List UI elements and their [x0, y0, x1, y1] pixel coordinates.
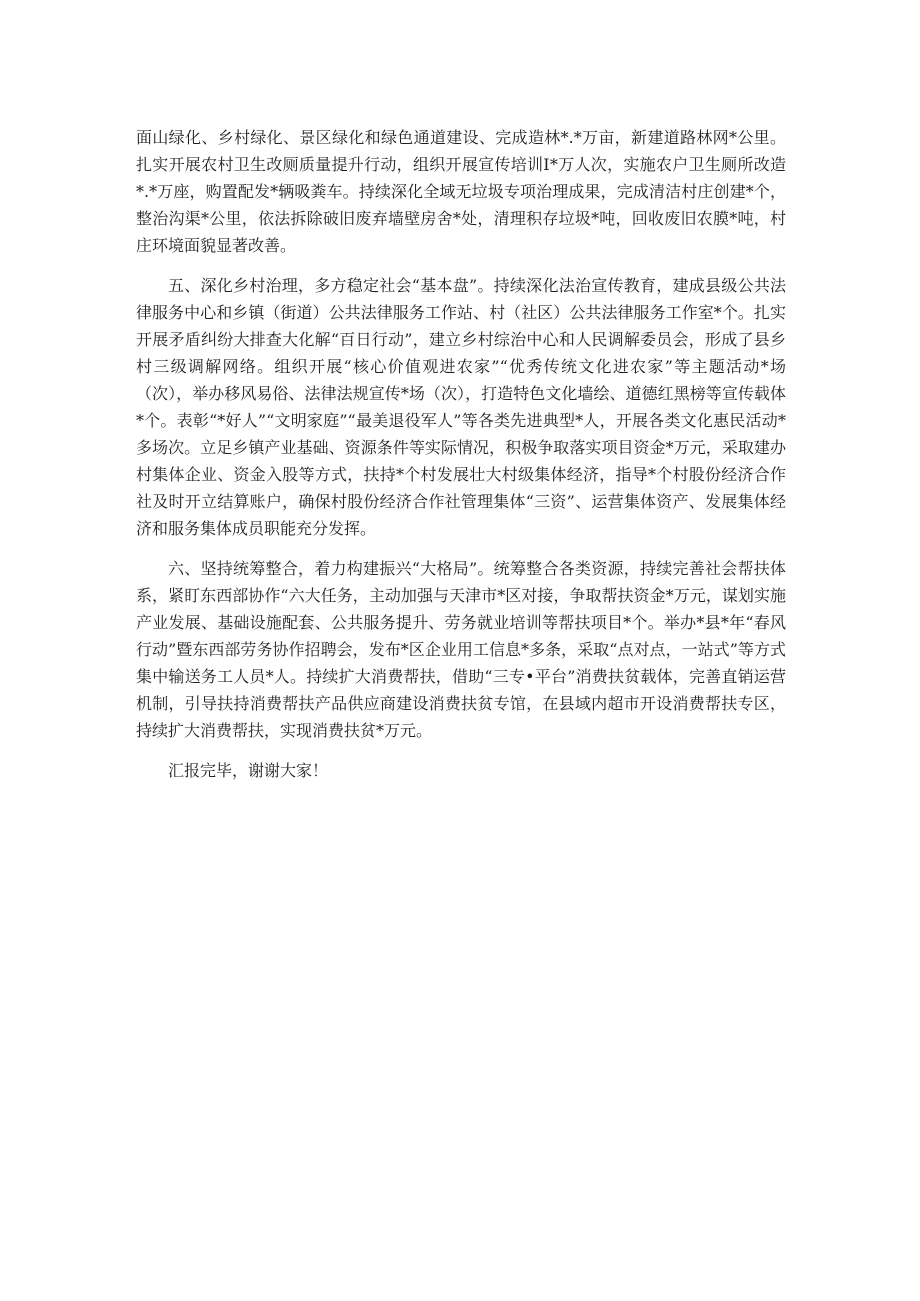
paragraph-rural-governance: 五、深化乡村治理，多方稳定社会“基本盘”。持续深化法治宣传教育，建成县级公共法律服务中心和乡镇（街道）公共法律服务工作站、村（社区）公共法律服务工作室*个。扎实开展矛盾纠纷大排查大化解“百日行动”，建立乡村综治中心和人民调解委员会，形成了县乡村三级调解网络。组织开展“核心价值观进农家”“优秀传统文化进农家”等主题活动*场（次），举办移风易俗、法律法规宣传*场（次），打造特色文化墙绘、道德红黑榜等宣传载体*个。表彰“*好人”“文明家庭”“最美退役军人”等各类先进典型*人，开展各类文化惠民活动*多场次。立足乡镇产业基础、资源条件等实际情况，积极争取落实项目资金*万元，采取建办村集体企业、资金入股等方式，扶持*个村发展壮大村级集体经济，指导*个村股份经济合作社及时开立结算账户，确保村股份经济合作社管理集体“三资”、运营集体资产、发展集体经济和服务集体成员职能充分发挥。 [136, 276, 786, 538]
paragraph-greening-sanitation: 面山绿化、乡村绿化、景区绿化和绿色通道建设、完成造林*.*万亩，新建道路林网*公里。扎实开展农村卫生改厕质量提升行动，组织开展宣传培训Ⅰ*万人次，实施农户卫生厕所改造*.*万座，购置配发*辆吸粪车。持续深化全域无垃圾专项治理成果，完成清洁村庄创建*个，整治沟渠*公里，依法拆除破旧废弃墙壁房舍*处，清理积存垃圾*吨，回收废旧农膜*吨，村庄环境面貌显著改善。 [136, 128, 786, 255]
document-body [136, 124, 786, 797]
paragraph-coordination-integration: 六、坚持统筹整合，着力构建振兴“大格局”。统筹整合各类资源，持续完善社会帮扶体系，紧盯东西部协作“六大任务，主动加强与天津市*区对接，争取帮扶资金*万元，谋划实施产业发展、基础设施配套、公共服务提升、劳务就业培训等帮扶项目*个。举办*县*年“春风行动”暨东西部劳务协作招聘会，发布*区企业用工信息*多条，采取“点对点，一站式”等方式集中输送务工人员*人。持续扩大消费帮扶，借助“三专•平台”消费扶贫载体，完善直销运营机制，引导扶持消费帮扶产品供应商建设消费扶贫专馆，在县域内超市开设消费帮扶专区，持续扩大消费帮扶，实现消费扶贫*万元。 [136, 559, 786, 740]
paragraph-closing: 汇报完毕，谢谢大家！ [168, 761, 329, 780]
